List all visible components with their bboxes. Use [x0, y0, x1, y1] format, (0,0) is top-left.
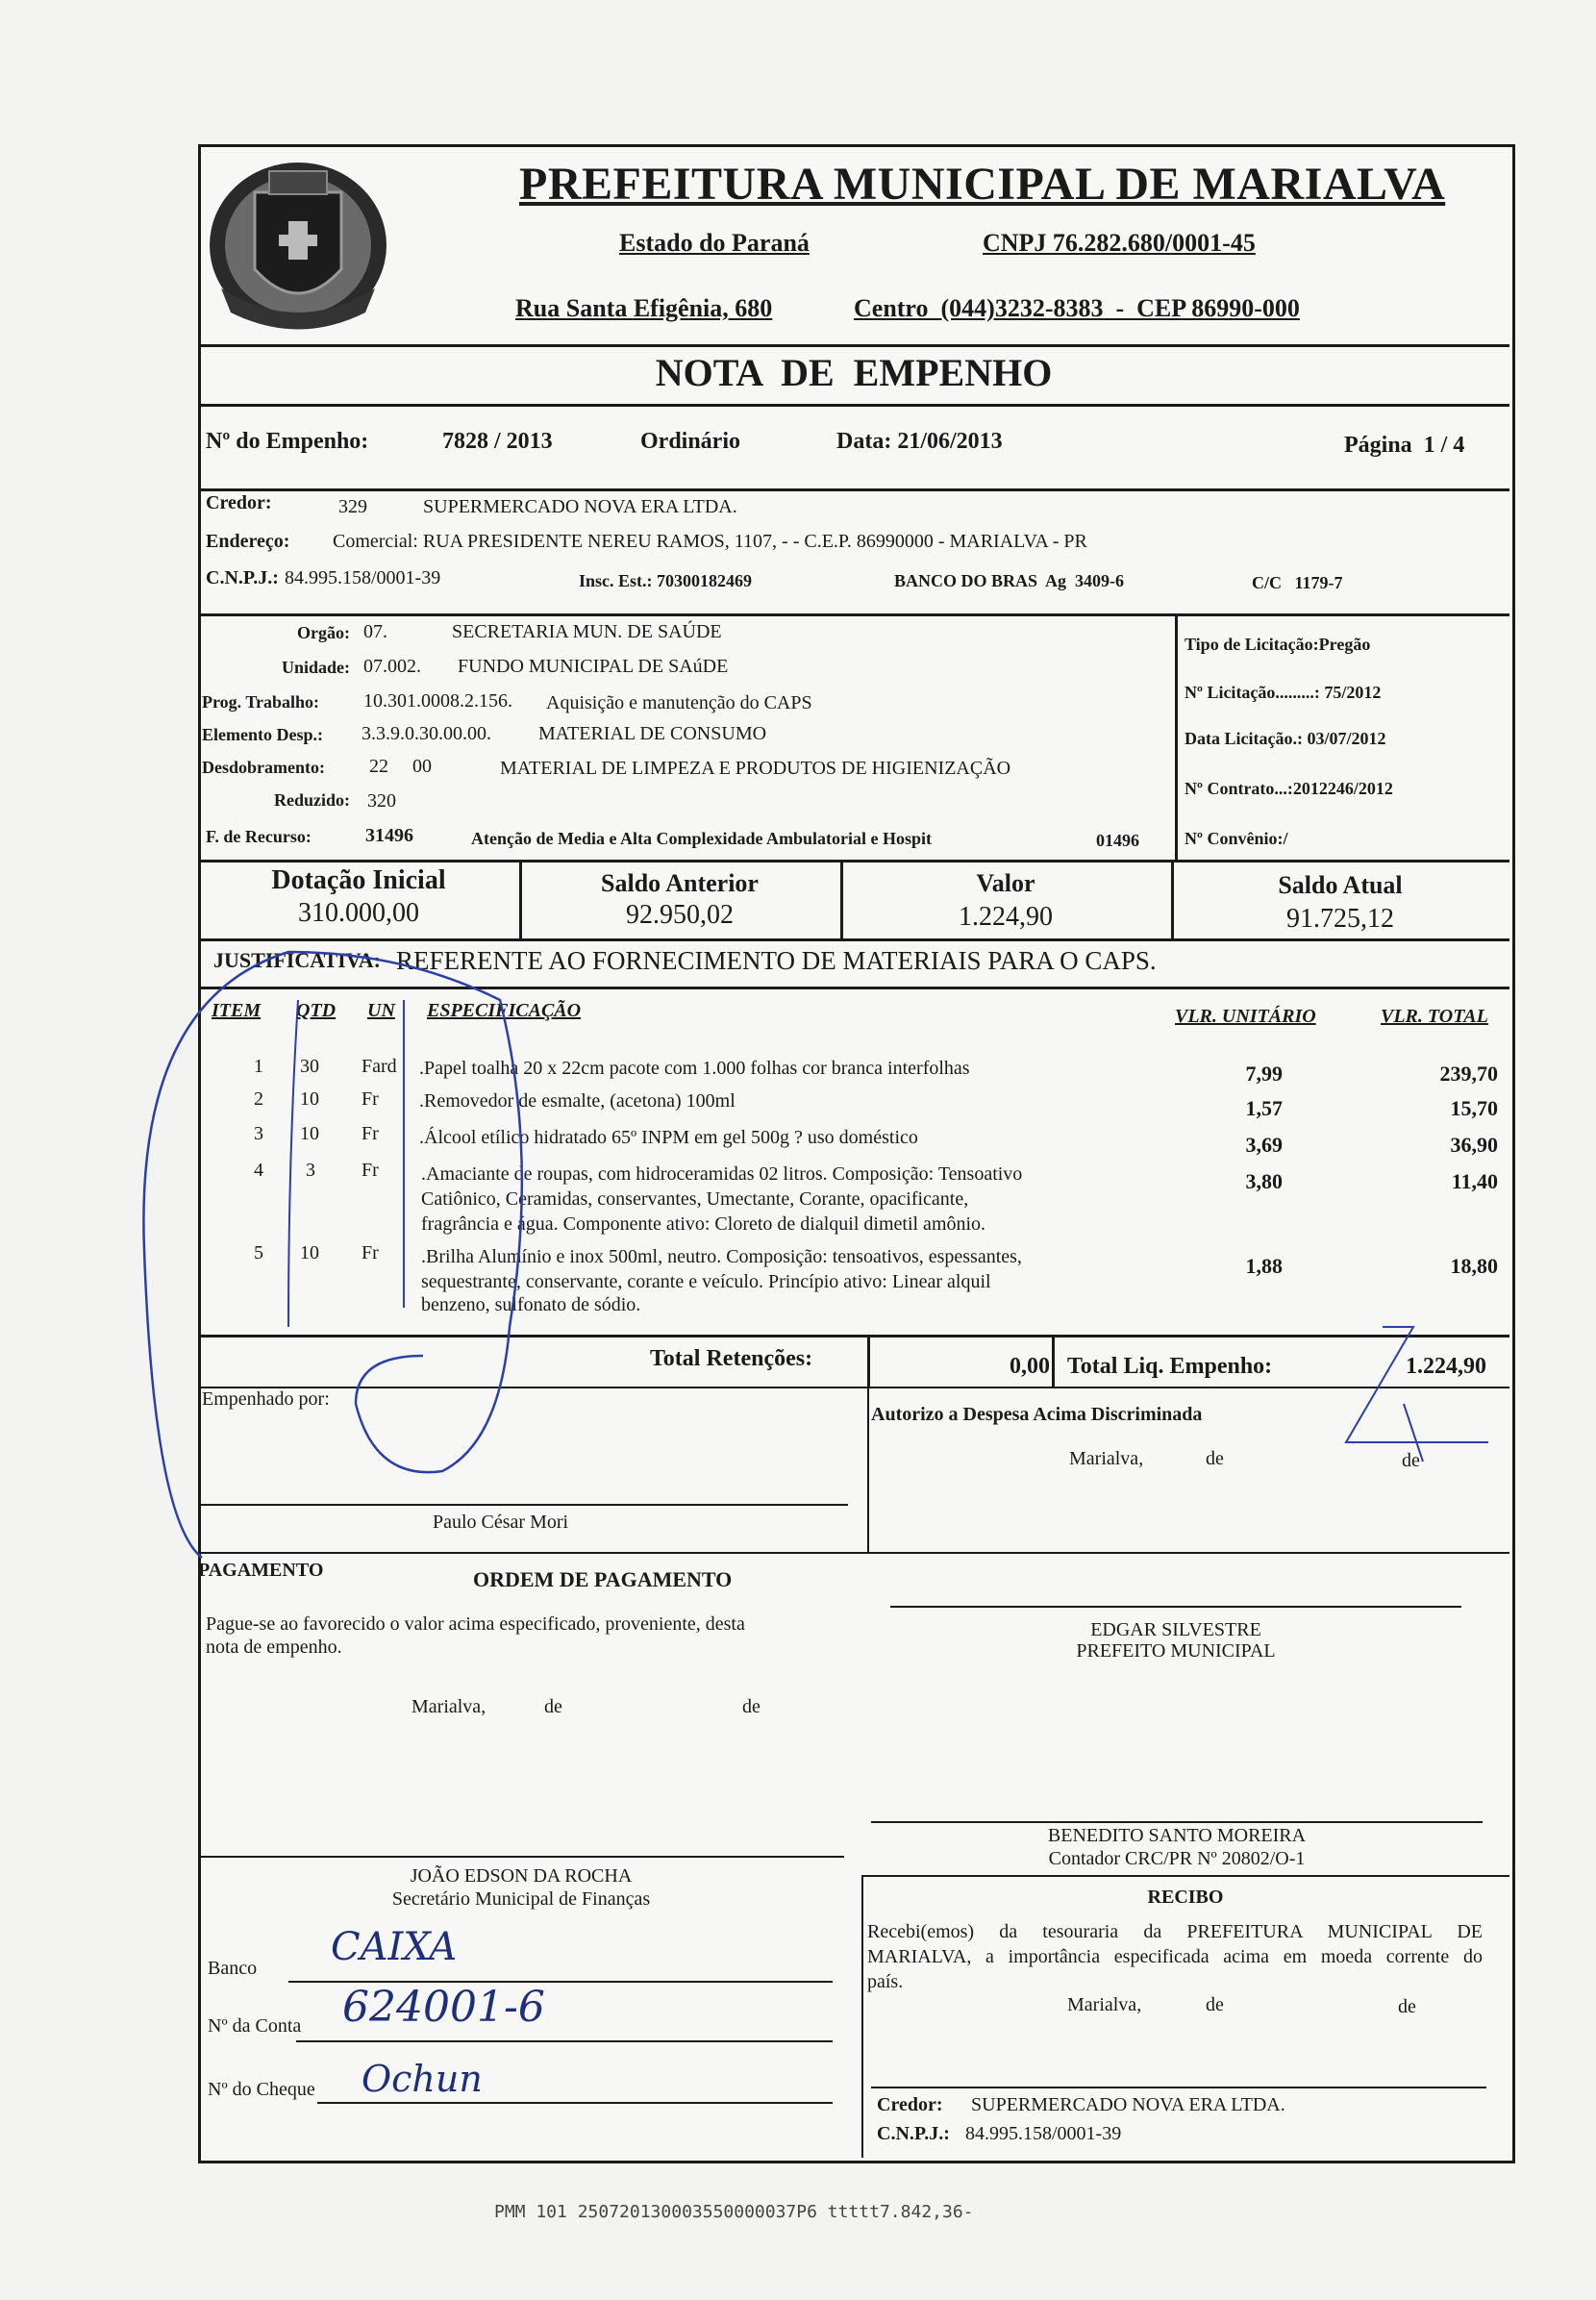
item-total: 36,90 — [1450, 1133, 1498, 1157]
header-street: Rua Santa Efigênia, 680 — [515, 294, 773, 322]
recurso-label: F. de Recurso: — [206, 827, 312, 846]
recibo-de-2: de — [1398, 1996, 1416, 2017]
item-unit-price: 1,88 — [1245, 1254, 1283, 1278]
total-liquido-value: 1.224,90 — [1406, 1354, 1486, 1379]
item-spec: .Removedor de esmalte, (acetona) 100ml — [419, 1090, 736, 1112]
header-contact: Centro (044)3232-8383 - CEP 86990-000 — [854, 294, 1300, 322]
item-unit-price: 3,80 — [1245, 1169, 1283, 1193]
creditor-cnpj: 84.995.158/0001-39 — [285, 567, 441, 588]
banco-handwritten: CAIXA — [331, 1925, 458, 1969]
item-total: 11,40 — [1451, 1169, 1498, 1193]
item-spec: .Amaciante de roupas, com hidroceramidas 02 litros. Composição: Tensoativo — [421, 1163, 1023, 1185]
licitacao-number: Nº Licitação.........: 75/2012 — [1185, 683, 1382, 702]
elemento-code: 3.3.9.0.30.00.00. — [362, 723, 491, 744]
contador-role: Contador CRC/PR Nº 20802/O-1 — [1048, 1848, 1306, 1869]
col-total: VLR. TOTAL — [1381, 1006, 1488, 1027]
item-spec: fragrância e água. Componente ativo: Cloreto de dialquil dimetil amônio. — [421, 1213, 986, 1235]
header-cnpj: CNPJ 76.282.680/0001-45 — [983, 229, 1256, 257]
recibo-credor-label: Credor: — [877, 2094, 943, 2115]
saldo-anterior-label: Saldo Anterior — [601, 869, 759, 897]
creditor-insc: Insc. Est.: 70300182469 — [579, 571, 753, 590]
unidade-name: FUNDO MUNICIPAL DE SAúDE — [458, 656, 729, 677]
desdob-code: 22 00 — [369, 756, 432, 777]
col-spec: ESPECIFICAÇÃO — [427, 1000, 582, 1021]
unidade-code: 07.002. — [363, 656, 421, 677]
saldo-atual-value: 91.725,12 — [1286, 904, 1394, 934]
item-number: 1 — [254, 1056, 263, 1077]
prefeito-role: PREFEITO MUNICIPAL — [1076, 1640, 1276, 1662]
creditor-name: SUPERMERCADO NOVA ERA LTDA. — [423, 496, 737, 517]
item-total: 15,70 — [1450, 1096, 1498, 1120]
banco-label: Banco — [208, 1958, 258, 1979]
municipality-title: PREFEITURA MUNICIPAL DE MARIALVA — [519, 159, 1446, 210]
contract-number: Nº Contrato...:2012246/2012 — [1185, 779, 1393, 798]
elemento-label: Elemento Desp.: — [202, 725, 323, 744]
item-number: 5 — [254, 1242, 263, 1263]
item-spec: .Papel toalha 20 x 22cm pacote com 1.000 folhas cor branca interfolhas — [419, 1058, 970, 1079]
col-qtd: QTD — [296, 1000, 337, 1021]
recurso-end: 01496 — [1096, 831, 1139, 850]
justificativa-label: JUSTIFICATIVA: — [213, 948, 382, 972]
desdob-label: Desdobramento: — [202, 758, 325, 777]
page-number: Página 1 / 4 — [1344, 433, 1465, 458]
empenho-type: Ordinário — [640, 429, 741, 454]
autorizo-de-1: de — [1206, 1448, 1224, 1469]
cnpj-label: C.N.P.J.: — [206, 567, 279, 588]
item-qtd: 30 — [300, 1056, 319, 1077]
licitacao-type: Tipo de Licitação:Pregão — [1185, 635, 1371, 654]
item-number: 3 — [254, 1123, 263, 1144]
creditor-code: 329 — [338, 496, 367, 517]
dotacao-value: 310.000,00 — [298, 898, 419, 928]
item-qtd: 10 — [300, 1088, 319, 1110]
contador-name: BENEDITO SANTO MOREIRA — [1047, 1825, 1307, 1846]
autorizo-city: Marialva, — [1069, 1448, 1144, 1469]
item-qtd: 3 — [306, 1160, 315, 1181]
creditor-label: Credor: — [206, 492, 272, 513]
address-label: Endereço: — [206, 531, 290, 552]
autorizo-de-2: de — [1402, 1450, 1420, 1471]
empenho-date: Data: 21/06/2013 — [836, 429, 1003, 454]
orgao-label: Orgão: — [297, 623, 350, 642]
item-qtd: 10 — [300, 1242, 319, 1263]
elemento-name: MATERIAL DE CONSUMO — [538, 723, 767, 744]
prog-name: Aquisição e manutenção do CAPS — [546, 692, 812, 713]
prefeito-name: EDGAR SILVESTRE — [1090, 1619, 1261, 1640]
item-unit-price: 1,57 — [1245, 1096, 1283, 1120]
orgao-name: SECRETARIA MUN. DE SAÚDE — [452, 621, 722, 642]
creditor-bank: BANCO DO BRAS Ag 3409-6 — [894, 571, 1125, 590]
col-item: ITEM — [212, 1000, 262, 1021]
recibo-line-1: Recebi(emos) da tesouraria da PREFEITURA MUNICIPAL DE — [867, 1921, 1483, 1942]
pagamento-label: PAGAMENTO — [198, 1560, 324, 1581]
pagamento-text-2: nota de empenho. — [206, 1637, 342, 1658]
item-total: 239,70 — [1439, 1062, 1498, 1086]
item-qtd: 10 — [300, 1123, 319, 1144]
footer-code: PMM 101 250720130003550000037P6 ttttt7.842,36- — [494, 2202, 974, 2222]
retencoes-value: 0,00 — [1010, 1354, 1050, 1379]
recibo-cnpj-label: C.N.P.J.: — [877, 2123, 950, 2144]
valor-value: 1.224,90 — [959, 902, 1053, 932]
reduzido-value: 320 — [367, 790, 396, 812]
autorizo-title: Autorizo a Despesa Acima Discriminada — [871, 1404, 1203, 1425]
secretario-role: Secretário Municipal de Finanças — [391, 1888, 651, 1910]
secretario-name: JOÃO EDSON DA ROCHA — [410, 1865, 633, 1887]
col-unit-price: VLR. UNITÁRIO — [1175, 1006, 1316, 1027]
item-number: 2 — [254, 1088, 263, 1110]
empenho-number: 7828 / 2013 — [442, 429, 553, 454]
item-un: Fard — [362, 1056, 397, 1077]
item-number: 4 — [254, 1160, 263, 1181]
cheque-label: Nº do Cheque — [208, 2079, 315, 2100]
pagamento-de-2: de — [742, 1696, 761, 1717]
item-un: Fr — [362, 1242, 379, 1263]
recibo-line-3: país. — [867, 1971, 904, 1992]
recibo-de-1: de — [1206, 1994, 1224, 2015]
document-title: NOTA DE EMPENHO — [655, 351, 1053, 394]
pagamento-city: Marialva, — [411, 1696, 486, 1717]
prog-label: Prog. Trabalho: — [202, 692, 320, 712]
item-un: Fr — [362, 1160, 379, 1181]
item-spec: sequestrante, conservante, corante e veículo. Princípio ativo: Linear alquil — [421, 1271, 991, 1292]
empenho-number-label: Nº do Empenho: — [206, 429, 369, 454]
creditor-address: Comercial: RUA PRESIDENTE NEREU RAMOS, 1107, - - C.E.P. 86990000 - MARIALVA - PR — [333, 531, 1087, 552]
desdob-name: MATERIAL DE LIMPEZA E PRODUTOS DE HIGIENIZAÇÃO — [500, 758, 1011, 779]
recurso-name: Atenção de Media e Alta Complexidade Ambulatorial e Hospit — [471, 829, 932, 848]
item-spec: .Álcool etílico hidratado 65º INPM em gel 500g ? uso doméstico — [419, 1127, 918, 1148]
pagamento-de-1: de — [544, 1696, 562, 1717]
unidade-label: Unidade: — [281, 658, 350, 677]
conta-label: Nº da Conta — [208, 2015, 302, 2037]
conta-handwritten: 624001-6 — [342, 1983, 545, 2032]
item-un: Fr — [362, 1088, 379, 1110]
recibo-title: RECIBO — [1147, 1887, 1224, 1908]
item-unit-price: 3,69 — [1245, 1133, 1283, 1157]
total-liquido-label: Total Liq. Empenho: — [1067, 1354, 1273, 1379]
item-spec: .Brilha Alumínio e inox 500ml, neutro. Composição: tensoativos, espessantes, — [421, 1246, 1022, 1267]
cheque-handwritten: Ochun — [362, 2058, 483, 2100]
recibo-cnpj: 84.995.158/0001-39 — [965, 2123, 1122, 2144]
state-name: Estado do Paraná — [619, 229, 810, 257]
saldo-atual-label: Saldo Atual — [1278, 871, 1403, 899]
recurso-code: 31496 — [365, 825, 413, 846]
item-total: 18,80 — [1450, 1254, 1498, 1278]
licitacao-date: Data Licitação.: 03/07/2012 — [1185, 729, 1386, 748]
orgao-code: 07. — [363, 621, 387, 642]
item-unit-price: 7,99 — [1245, 1062, 1283, 1086]
item-un: Fr — [362, 1123, 379, 1144]
dotacao-label: Dotação Inicial — [271, 865, 446, 895]
convenio: Nº Convênio:/ — [1185, 829, 1288, 848]
pagamento-text-1: Pague-se ao favorecido o valor acima especificado, proveniente, desta — [206, 1613, 745, 1635]
item-spec: Catiônico, Ceramidas, conservantes, Umectante, Corante, opacificante, — [421, 1188, 969, 1210]
retencoes-label: Total Retenções: — [650, 1346, 813, 1371]
saldo-anterior-value: 92.950,02 — [626, 900, 734, 930]
empenhado-name: Paulo César Mori — [433, 1512, 569, 1533]
empenhado-label: Empenhado por: — [202, 1388, 330, 1410]
valor-label: Valor — [976, 869, 1035, 897]
pagamento-title: ORDEM DE PAGAMENTO — [473, 1567, 733, 1591]
item-spec: benzeno, sulfonato de sódio. — [421, 1294, 641, 1315]
col-un: UN — [367, 1000, 395, 1021]
prog-code: 10.301.0008.2.156. — [363, 690, 512, 712]
recibo-line-2: MARIALVA, a importância especificada acima em moeda corrente do — [867, 1946, 1483, 1967]
recibo-city: Marialva, — [1067, 1994, 1142, 2015]
recibo-credor-name: SUPERMERCADO NOVA ERA LTDA. — [971, 2094, 1285, 2115]
creditor-cc: C/C 1179-7 — [1252, 573, 1343, 592]
reduzido-label: Reduzido: — [273, 790, 350, 810]
justificativa-text: REFERENTE AO FORNECIMENTO DE MATERIAIS PARA O CAPS. — [396, 946, 1157, 975]
